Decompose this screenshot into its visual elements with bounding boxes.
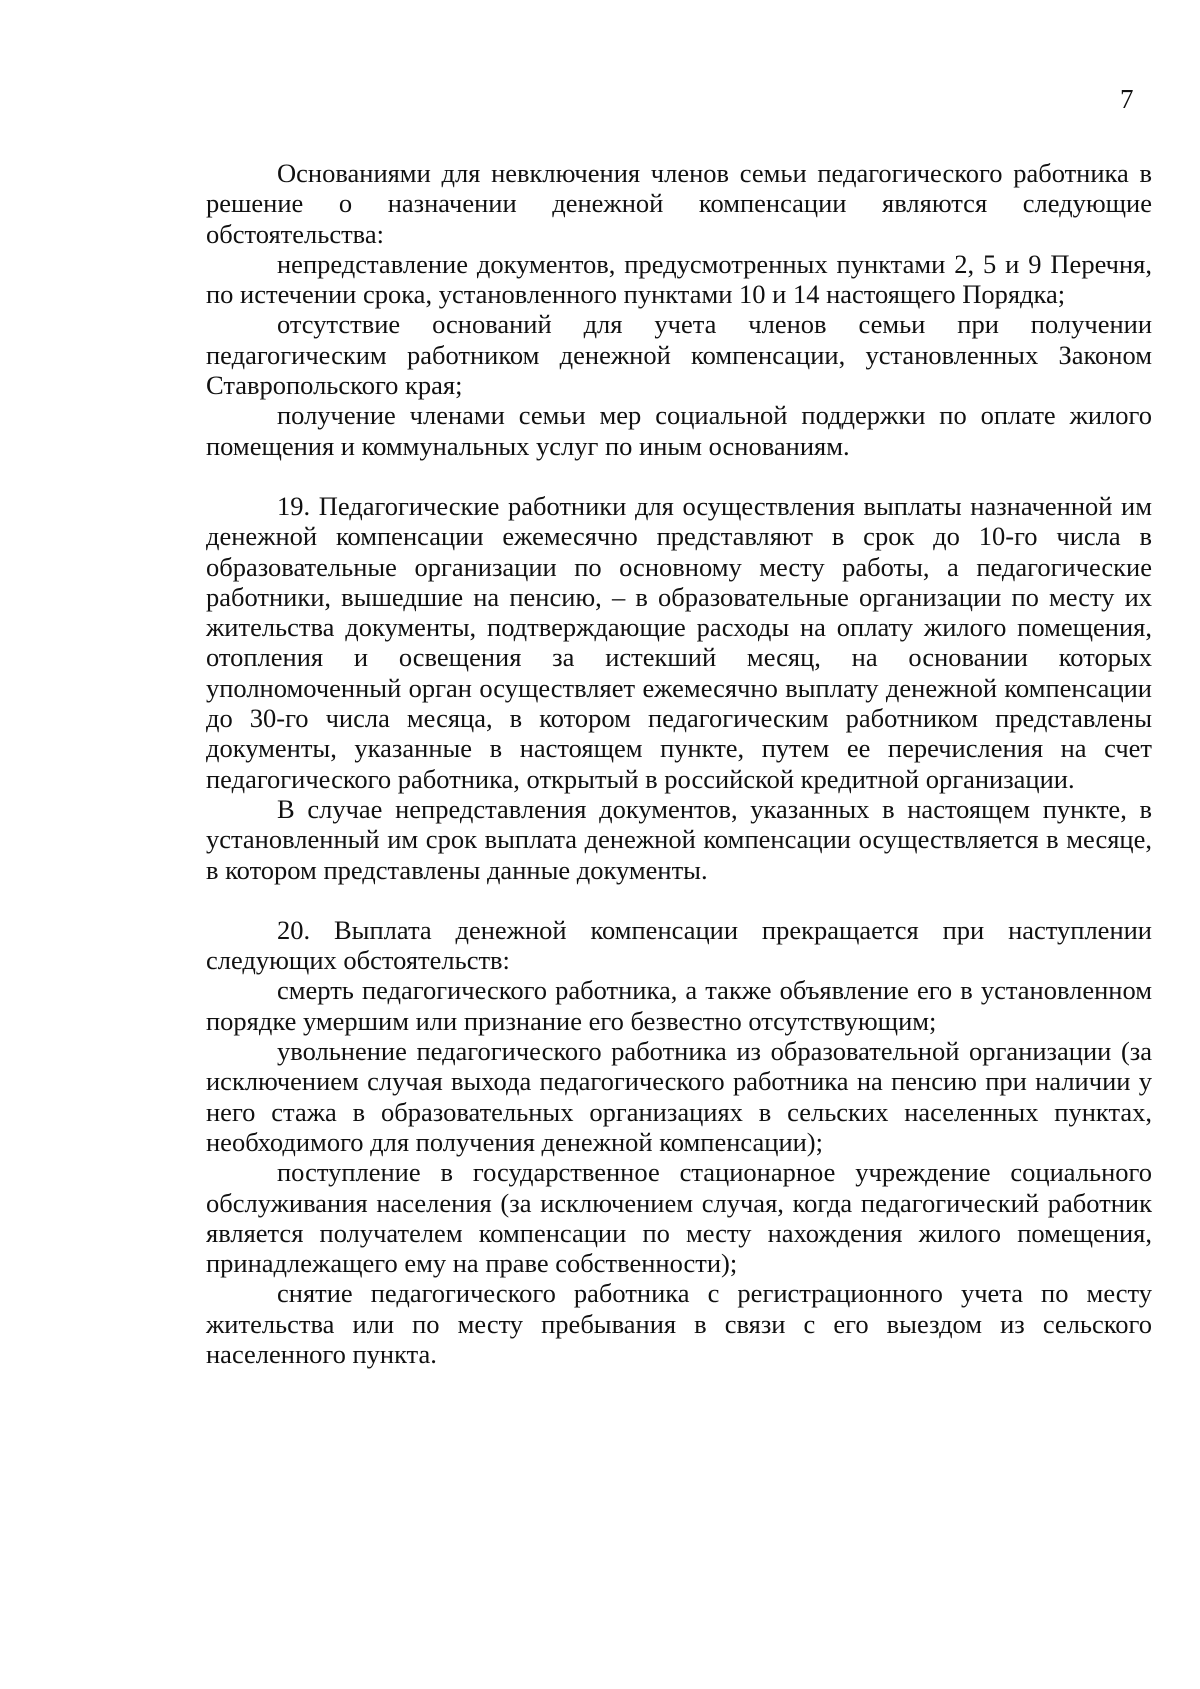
- paragraph-clause-20-item-3: поступление в государственное стационарное учреждение социального обслуживания населения (за исключением случая, когда педагогический работник является получателем компенсации по месту нахождения жилого помещения, принадлежащего ему на праве собственности);: [206, 1157, 1152, 1279]
- paragraph-clause-19: 19. Педагогические работники для осуществления выплаты назначенной им денежной компенсации ежемесячно представляют в срок до 10-го числа в образовательные организации по основному месту работы, а педагогические работники, вышедшие на пенсию, – в образовательные организации по месту их жительства документы, подтверждающие расходы на оплату жилого помещения, отопления и освещения за истекший месяц, на основании которых уполномоченный орган осуществляет ежемесячно выплату денежной компенсации до 30-го числа месяца, в котором педагогическим работником представлены документы, указанные в настоящем пункте, путем ее перечисления на счет педагогического работника, открытый в российской кредитной организации.: [206, 490, 1152, 794]
- page-number: 7: [1120, 84, 1134, 114]
- paragraph-clause-19-note: В случае непредставления документов, указанных в настоящем пункте, в установленный им срок выплата денежной компенсации осуществляется в месяце, в котором представлены данные документы.: [206, 793, 1152, 885]
- paragraph-grounds-item-2: отсутствие оснований для учета членов семьи при получении педагогическим работником денежной компенсации, установленных Законом Ставропольского края;: [206, 309, 1152, 401]
- document-body: [206, 158, 1152, 1369]
- paragraph-clause-20-item-1: смерть педагогического работника, а также объявление его в установленном порядке умершим или признание его безвестно отсутствующим;: [206, 975, 1152, 1036]
- paragraph-clause-20-item-2: увольнение педагогического работника из образовательной организации (за исключением случая выхода педагогического работника на пенсию при наличии у него стажа в образовательных организациях в сельских населенных пунктах, необходимого для получения денежной компенсации);: [206, 1036, 1152, 1157]
- paragraph-grounds-item-1: непредставление документов, предусмотренных пунктами 2, 5 и 9 Перечня, по истечении срока, установленного пунктами 10 и 14 настоящего Порядка;: [206, 248, 1152, 310]
- paragraph-clause-20-item-4: снятие педагогического работника с регистрационного учета по месту жительства или по месту пребывания в связи с его выездом из сельского населенного пункта.: [206, 1278, 1152, 1369]
- paragraph-grounds-intro: Основаниями для невключения членов семьи педагогического работника в решение о назначении денежной компенсации являются следующие обстоятельства:: [206, 158, 1152, 249]
- paragraph-grounds-item-3: получение членами семьи мер социальной поддержки по оплате жилого помещения и коммунальных услуг по иным основаниям.: [206, 400, 1152, 461]
- paragraph-clause-20: 20. Выплата денежной компенсации прекращается при наступлении следующих обстоятельств:: [206, 914, 1152, 976]
